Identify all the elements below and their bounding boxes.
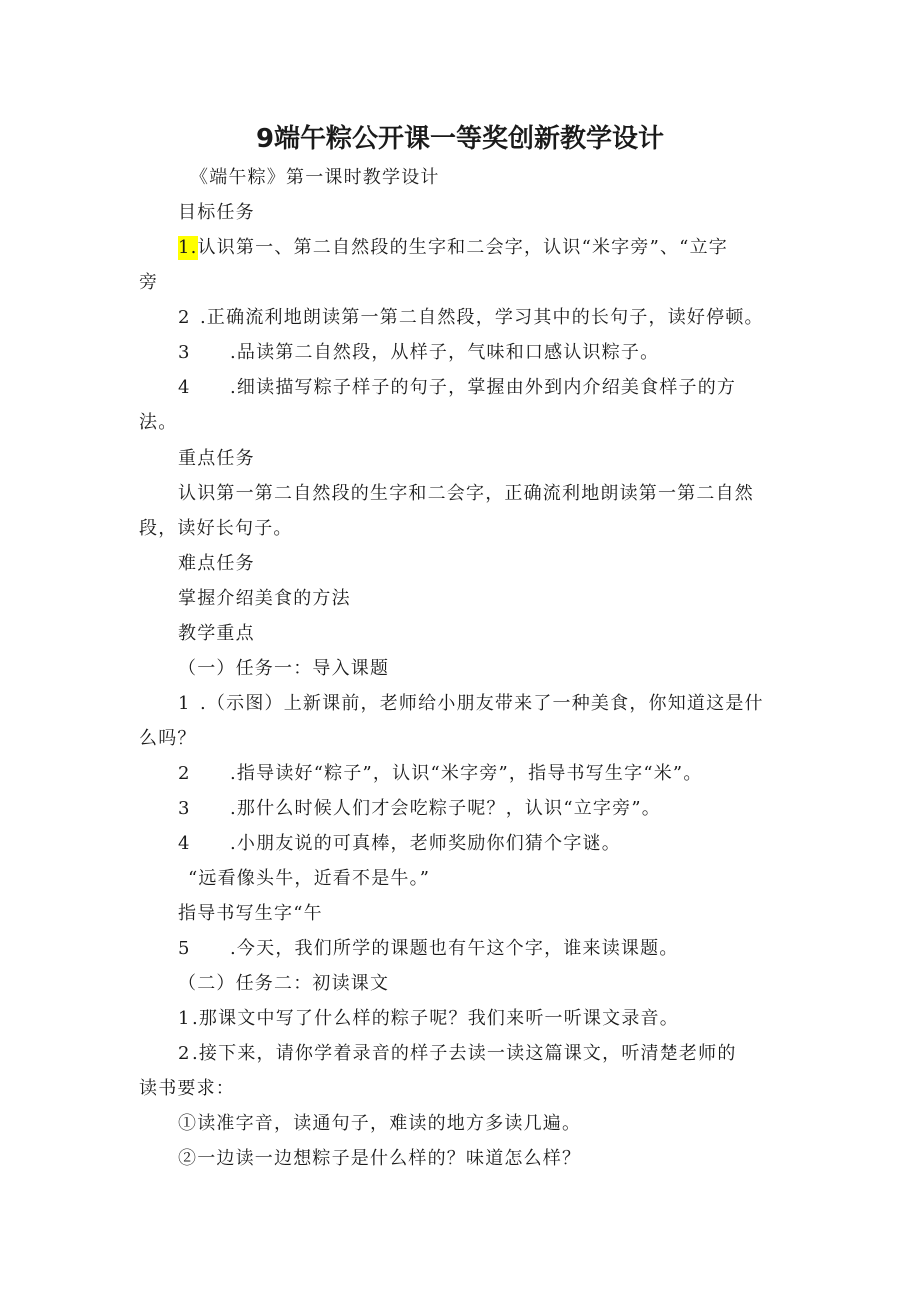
task-1-item-2-text: .指导读好“粽子”，认识“米字旁”，指导书写生字“米”。: [230, 763, 703, 784]
task-1-item-4-number: 4: [178, 833, 191, 854]
goal-item-1-number: 1.: [178, 237, 198, 258]
task-1-item-3: [178, 797, 661, 821]
task-1-item-5-number: 5: [178, 938, 191, 959]
goal-item-2-number: 2: [178, 307, 191, 328]
task-1-item-3-number: 3: [178, 798, 191, 819]
key-heading: 重点任务: [178, 448, 255, 469]
key-text-line-1: 认识第一第二自然段的生字和二会字，正确流利地朗读第一第二自然: [178, 483, 754, 504]
task-2-item-2: [178, 1042, 737, 1066]
goal-item-2-text: .正确流利地朗读第一第二自然段，学习其中的长句子，读好停顿。: [200, 307, 764, 328]
goal-item-1-text: 认识第一、第二自然段的生字和二会字，认识“米字旁”、“立字: [197, 237, 728, 258]
goal-item-1: [178, 236, 728, 260]
goal-item-2: [178, 306, 764, 330]
task-1-item-2-number: 2: [178, 763, 191, 784]
task-2-item-2-continuation: 读书要求：: [139, 1078, 235, 1099]
task-2-item-1-number: 1: [178, 1008, 191, 1029]
goal-item-3-number: 3: [178, 342, 191, 363]
reading-requirement-1: ①读准字音，读通句子，难读的地方多读几遍。: [178, 1113, 582, 1134]
task-1-item-3-text: .那什么时候人们才会吃粽子呢？，认识“立字旁”。: [230, 798, 661, 819]
subtitle: 《端午粽》第一课时教学设计: [190, 167, 440, 188]
document-title: 9端午粽公开课一等奖创新教学设计: [255, 124, 665, 154]
task-1-item-4-text: .小朋友说的可真棒，老师奖励你们猜个字谜。: [230, 833, 621, 854]
difficult-text: 掌握介绍美食的方法: [178, 588, 351, 609]
task-1-item-4: [178, 832, 621, 856]
difficult-heading: 难点任务: [178, 553, 255, 574]
riddle-text: “远看像头牛，近看不是牛。”: [188, 868, 431, 889]
task-2-item-2-number: 2: [178, 1043, 191, 1064]
key-text-line-2: 段，读好长句子。: [139, 518, 293, 539]
task-1-item-1-continuation: 么吗？: [139, 728, 197, 749]
task-1-item-2: [178, 762, 703, 786]
task-1-item-1-text: .（示图）上新课前，老师给小朋友带来了一种美食，你知道这是什: [200, 693, 764, 714]
task-2-item-2-text: .接下来，请你学着录音的样子去读一读这篇课文，听清楚老师的: [192, 1043, 737, 1064]
goal-item-4-text: .细读描写粽子样子的句子，掌握由外到内介绍美食样子的方: [230, 377, 737, 398]
goals-heading: 目标任务: [178, 202, 255, 223]
goal-item-4-number: 4: [178, 377, 191, 398]
goal-item-4: [178, 376, 736, 400]
task-2-item-1-text: .那课文中写了什么样的粽子呢？我们来听一听课文录音。: [192, 1008, 679, 1029]
task-1-heading: （一）任务一：导入课题: [178, 658, 390, 679]
task-1-item-5: [178, 937, 679, 961]
goal-item-3: [178, 341, 659, 365]
task-1-item-1-number: 1: [178, 693, 191, 714]
task-1-item-1: [178, 692, 764, 716]
goal-item-4-continuation: 法。: [139, 412, 178, 433]
reading-requirement-2: ②一边读一边想粽子是什么样的？味道怎么样？: [178, 1148, 582, 1169]
task-1-item-5-text: .今天，我们所学的课题也有午这个字，谁来读课题。: [230, 938, 679, 959]
task-2-heading: （二）任务二：初读课文: [178, 973, 390, 994]
guide-writing-text: 指导书写生字“午: [178, 903, 323, 924]
task-2-item-1: [178, 1007, 679, 1031]
teaching-heading: 教学重点: [178, 623, 255, 644]
goal-item-1-continuation: 旁: [139, 272, 159, 293]
goal-item-3-text: .品读第二自然段，从样子，气味和口感认识粽子。: [230, 342, 660, 363]
